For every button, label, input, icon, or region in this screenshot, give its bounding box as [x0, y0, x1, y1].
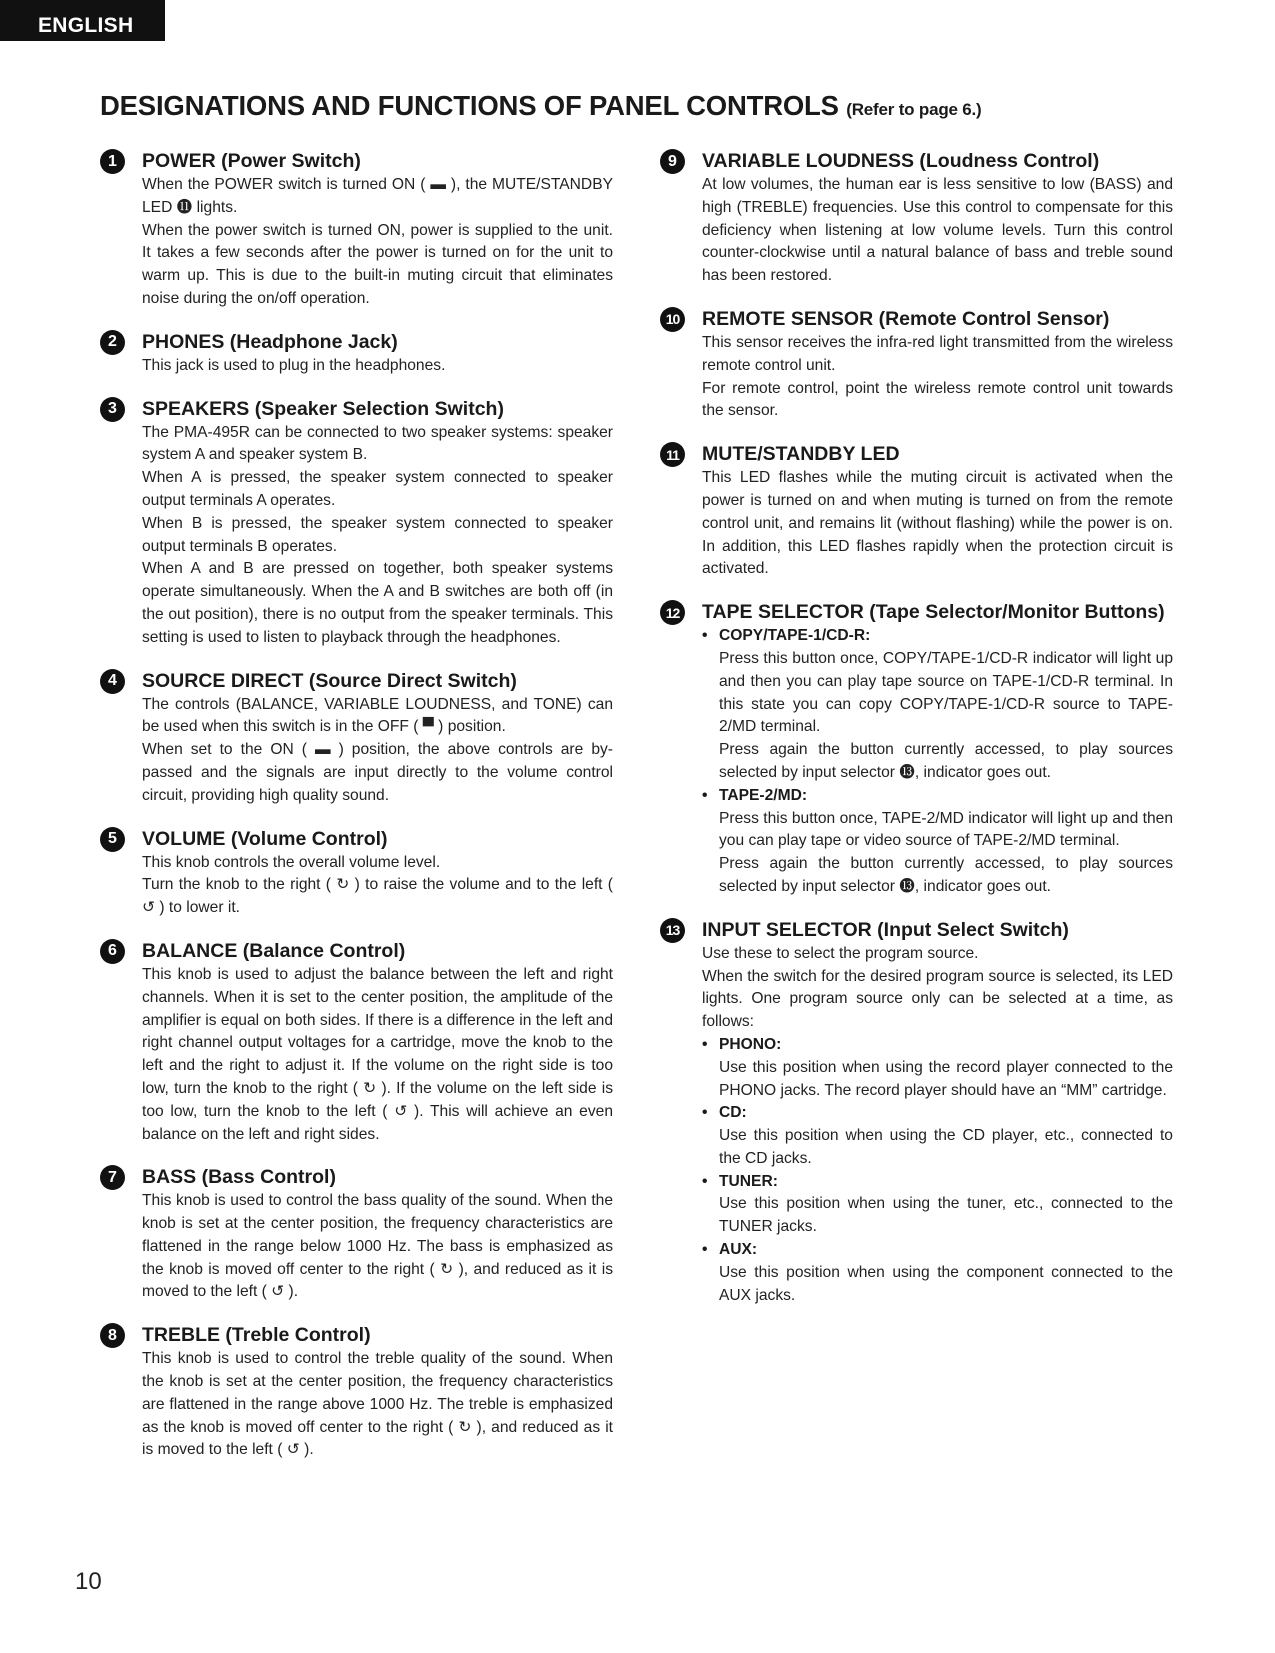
item-body — [142, 964, 613, 1146]
item-number-badge: 2 — [100, 330, 125, 355]
item-body — [702, 467, 1173, 581]
item-paragraph: When set to the ON ( ▬ ) position, the above controls are by-passed and the signals are input directly to the volume control circuit, providing high quality sound. — [142, 741, 613, 804]
bullet-paragraph: Use this position when using the tuner, etc., connected to the TUNER jacks. — [719, 1195, 1173, 1236]
item-paragraph: When the power switch is turned ON, power is supplied to the unit. It takes a few seconds after the power is turned on for the unit to warm up. This is due to the built-in muting circuit that eliminates noise during the on/off operation. — [142, 221, 613, 307]
bullet-item — [702, 1171, 1173, 1239]
item-paragraph: When A and B are pressed on together, both speaker systems operate simultaneously. When the A and B switches are both off (in the out position), there is no output from the speaker terminals. This setting is used to listen to playback through the headphones. — [142, 560, 613, 646]
item-paragraph: Turn the knob to the right ( ↻ ) to raise the volume and to the left ( ↺ ) to lower it. — [142, 876, 613, 917]
item-body — [142, 1348, 613, 1462]
control-item — [660, 917, 1173, 1308]
item-number-badge: 11 — [660, 442, 685, 467]
bullet-item — [702, 785, 1173, 899]
control-item — [660, 148, 1173, 288]
item-number-badge: 4 — [100, 669, 125, 694]
bullet-item — [702, 1034, 1173, 1102]
item-number-badge: 6 — [100, 939, 125, 964]
control-item — [100, 1322, 613, 1462]
control-item — [100, 668, 613, 808]
item-body — [142, 1190, 613, 1304]
control-item — [100, 1164, 613, 1304]
item-number-badge: 7 — [100, 1165, 125, 1190]
item-body — [142, 852, 613, 920]
control-item — [660, 306, 1173, 423]
item-number-badge: 12 — [660, 600, 685, 625]
bullet-item — [702, 1102, 1173, 1170]
item-body — [702, 943, 1173, 1308]
item-number-badge: 9 — [660, 149, 685, 174]
item-number-badge: 10 — [660, 307, 685, 332]
item-paragraph: This knob is used to control the treble quality of the sound. When the knob is set at the center position, the frequency characteristics are flattened in the range above 1000 Hz. The treble is emphasized as the knob is moved off center to the right ( ↻ ), and reduced as it is moved to the left ( ↺ ). — [142, 1350, 613, 1459]
item-title: POWER (Power Switch) — [142, 150, 361, 172]
item-paragraph: This knob is used to adjust the balance between the left and right channels. When it is set to the center position, the amplitude of the amplifier is equal on both sides. If there is a difference in the left and right channel output voltages for a cartridge, move the knob to the left and the right to adjust it. If the volume on the right side is too low, turn the knob to the right ( ↻ ). If the volume on the left side is too low, turn the knob to the left ( ↺ ). This will achieve an even balance on the left and right sides. — [142, 965, 613, 1143]
item-paragraph: This jack is used to plug in the headphones. — [142, 356, 446, 374]
item-paragraph: This LED flashes while the muting circuit is activated when the power is turned on and when muting is turned on from the remote control unit, and remains lit (without flashing) while the power is on. In addition, this LED flashes rapidly when the protection circuit is activated. — [702, 469, 1173, 578]
bullet-label: • TAPE-2/MD: — [719, 785, 1173, 808]
bullet-paragraph: Press this button once, COPY/TAPE-1/CD-R indicator will light up and then you can play tape source on TAPE-1/CD-R terminal. In this state you can copy COPY/TAPE-1/CD-R source to TAPE-2/MD terminal. — [719, 649, 1173, 736]
item-body — [142, 694, 613, 808]
bullet-label: • PHONO: — [719, 1034, 1173, 1057]
item-paragraph: This knob controls the overall volume level. — [142, 853, 441, 871]
item-title: BALANCE (Balance Control) — [142, 939, 406, 962]
item-number-badge: 1 — [100, 149, 125, 174]
item-title: SPEAKERS (Speaker Selection Switch) — [142, 397, 504, 420]
item-paragraph: At low volumes, the human ear is less sensitive to low (BASS) and high (TREBLE) frequencies. Use this control to compensate for this deficiency when listening at low volume levels. Turn this control counter-clockwise until a natural balance of bass and treble sound has been restored. — [702, 176, 1173, 285]
bullet-paragraph: Press again the button currently accessed, to play sources selected by input selector ⓭, indicator goes out. — [719, 855, 1173, 895]
item-paragraph: This knob is used to control the bass quality of the sound. When the knob is set at the center position, the frequency characteristics are flattened in the range below 1000 Hz. The bass is emphasized as the knob is moved off center to the right ( ↻ ), and reduced as it is moved to the left ( ↺ ). — [142, 1192, 613, 1301]
item-title: SOURCE DIRECT (Source Direct Switch) — [142, 669, 517, 692]
item-paragraph: The PMA-495R can be connected to two speaker systems: speaker system A and speaker system B. — [142, 423, 613, 464]
control-item — [100, 329, 613, 378]
control-item — [100, 938, 613, 1146]
item-paragraph: The controls (BALANCE, VARIABLE LOUDNESS, and TONE) can be used when this switch is in the OFF ( ▀ ) position. — [142, 695, 613, 736]
control-item — [100, 396, 613, 650]
bullet-paragraph: Use this position when using the CD player, etc., connected to the CD jacks. — [719, 1127, 1173, 1167]
item-title: VOLUME (Volume Control) — [142, 827, 388, 850]
page-title — [100, 90, 982, 122]
item-body — [702, 174, 1173, 288]
item-paragraph: This sensor receives the infra-red light transmitted from the wireless remote control unit. — [702, 333, 1173, 374]
bullet-item — [702, 625, 1173, 785]
bullet-paragraph: Press again the button currently accessed, to play sources selected by input selector ⓭, indicator goes out. — [719, 741, 1173, 781]
bullet-paragraph: Press this button once, TAPE-2/MD indicator will light up and then you can play tape or video source of TAPE-2/MD terminal. — [719, 809, 1173, 850]
control-item — [660, 599, 1173, 899]
item-title: REMOTE SENSOR (Remote Control Sensor) — [702, 307, 1110, 330]
page-title-main: DESIGNATIONS AND FUNCTIONS OF PANEL CONTROLS — [100, 90, 839, 121]
control-item — [660, 441, 1173, 581]
bullet-paragraph: Use this position when using the component connected to the AUX jacks. — [719, 1263, 1173, 1304]
item-title: INPUT SELECTOR (Input Select Switch) — [702, 918, 1069, 941]
item-number-badge: 3 — [100, 397, 125, 422]
item-title: MUTE/STANDBY LED — [702, 443, 900, 466]
bullet-label: • AUX: — [719, 1239, 1173, 1262]
item-number-badge: 5 — [100, 827, 125, 852]
item-title: BASS (Bass Control) — [142, 1166, 336, 1189]
item-body — [702, 332, 1173, 423]
left-column — [100, 148, 613, 1480]
bullet-label: • CD: — [719, 1102, 1173, 1125]
item-body — [702, 625, 1173, 899]
bullet-label: • COPY/TAPE-1/CD-R: — [719, 625, 1173, 648]
item-number-badge: 8 — [100, 1323, 125, 1348]
item-body — [142, 174, 613, 311]
bullet-paragraph: Use this position when using the record player connected to the PHONO jacks. The record player should have an “MM” cartridge. — [719, 1058, 1173, 1099]
item-paragraph: Use these to select the program source. — [702, 944, 979, 962]
item-number-badge: 13 — [660, 918, 685, 943]
item-paragraph: For remote control, point the wireless remote control unit towards the sensor. — [702, 379, 1173, 420]
language-tab: ENGLISH — [0, 0, 165, 41]
control-item — [100, 826, 613, 920]
item-body — [142, 355, 613, 378]
bullet-item — [702, 1239, 1173, 1307]
item-title: TAPE SELECTOR (Tape Selector/Monitor Buttons) — [702, 601, 1165, 624]
page-number: 10 — [75, 1568, 102, 1595]
item-body — [142, 422, 613, 650]
item-paragraph: When A is pressed, the speaker system connected to speaker output terminals A operates. — [142, 469, 613, 509]
item-title: TREBLE (Treble Control) — [142, 1324, 371, 1347]
control-item — [100, 148, 613, 311]
item-paragraph: When the POWER switch is turned ON ( ▬ ), the MUTE/STANDBY LED ⓫ lights. — [142, 176, 613, 216]
item-title: VARIABLE LOUDNESS (Loudness Control) — [702, 150, 1100, 172]
item-paragraph: When B is pressed, the speaker system connected to speaker output terminals B operates. — [142, 514, 613, 555]
page-reference: (Refer to page 6.) — [846, 100, 982, 119]
bullet-label: • TUNER: — [719, 1171, 1173, 1194]
item-title: PHONES (Headphone Jack) — [142, 330, 398, 353]
right-column — [660, 148, 1173, 1325]
item-paragraph: When the switch for the desired program source is selected, its LED lights. One program source only can be selected at a time, as follows: — [702, 967, 1173, 1031]
